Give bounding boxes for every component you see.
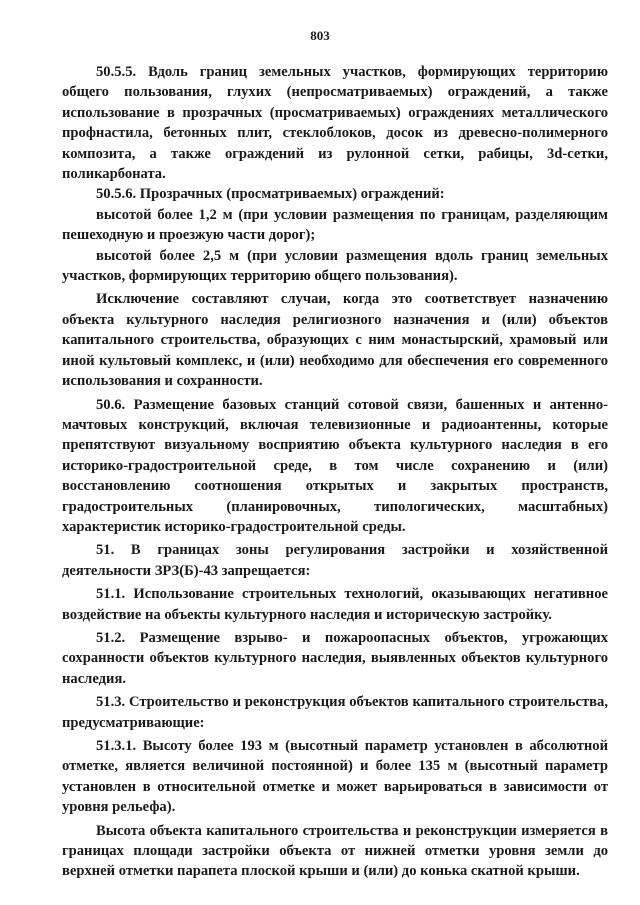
paragraph-height-measurement: Высота объекта капитального строительства и реконструкции измеряется в границах площади застройки объекта от нижней отметки уровня земли до верхней отметки парапета плоской крыши и (или) до конька скатной крыши. <box>62 822 608 880</box>
paragraph-51: 51. В границах зоны регулирования застройки и хозяйственной деятельности ЗРЗ(Б)-43 запрещается: <box>62 542 608 579</box>
paragraph-height-1-2: высотой более 1,2 м (при условии размещения по границам, разделяющим пешеходную и проезжую части дорог); <box>62 206 608 244</box>
paragraph-exception: Исключение составляют случаи, когда это соответствует назначению объекта культурного наследия религиозного назначения и (или) объектов капитального строительства, образующих с ним монастырский, храмовый или иной культовый комплекс, и (или) необходимо для обеспечения его современного использования и сохранности. <box>62 291 608 390</box>
paragraph-51-2: 51.2. Размещение взрыво- и пожароопасных объектов, угрожающих сохранности объектов культурного наследия, выявленных объектов культурного наследия. <box>62 629 608 687</box>
paragraph-50-6: 50.6. Размещение базовых станций сотовой связи, башенных и антенно-мачтовых конструкций, включая телевизионные и радиоантенны, которые препятствуют визуальному восприятию объекта культурного наследия в его историко-градостроительной среде, в том числе сохранению и (или) восстановлению соотношения открытых и закрытых пространств, градостроительных (планировочных, типологических, масштабных) характеристик историко-градостроительной среды. <box>62 396 608 535</box>
document-body <box>62 62 608 882</box>
paragraph-height-2-5: высотой более 2,5 м (при условии размещения вдоль границ земельных участков, формирующих территорию общего пользования). <box>62 247 608 285</box>
paragraph-50-5-6: 50.5.6. Прозрачных (просматриваемых) ограждений: <box>96 186 445 203</box>
paragraph-51-1: 51.1. Использование строительных технологий, оказывающих негативное воздействие на объекты культурного наследия и историческую застройку. <box>62 586 608 623</box>
paragraph-50-5-5: 50.5.5. Вдоль границ земельных участков, формирующих территорию общего пользования, глухих (непросматриваемых) ограждений, а также использование в прозрачных (просматриваемых) ограждениях металлического профнастила, бетонных плит, стеклоблоков, досок из древесно-полимерного композита, а также ограждений из рулонной сетки, рабицы, 3d-сетки, поликарбоната. <box>62 64 608 183</box>
page-number: 803 <box>310 28 330 43</box>
paragraph-51-3-1: 51.3.1. Высоту более 193 м (высотный параметр установлен в абсолютной отметке, является величиной постоянной) и более 135 м (высотный параметр установлен в относительной отметке и может варьироваться в зависимости от уровня рельефа). <box>62 738 608 816</box>
paragraph-51-3: 51.3. Строительство и реконструкция объектов капитального строительства, предусматривающие: <box>62 694 608 731</box>
